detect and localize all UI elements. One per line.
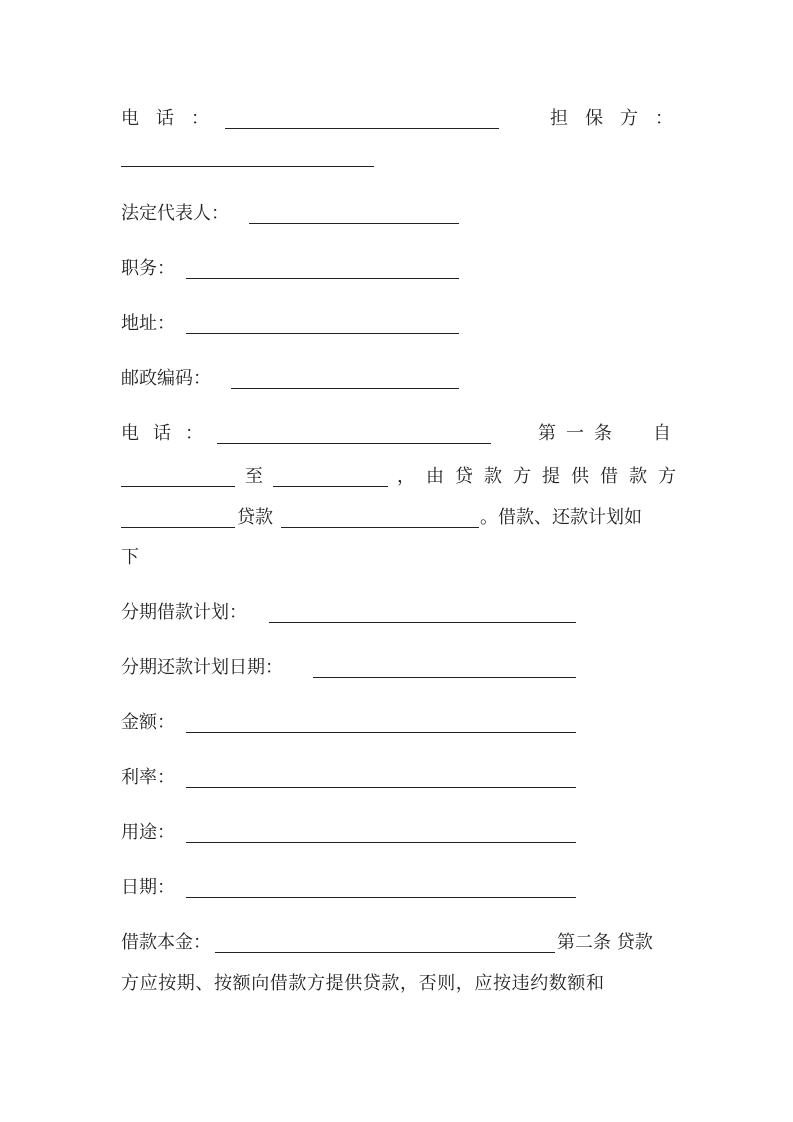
end-date-blank[interactable]: [273, 486, 388, 487]
amount-row: [121, 708, 581, 738]
purpose-row: [121, 818, 581, 848]
article1-heading: 第一条: [538, 423, 622, 444]
article1-loan: 贷款: [237, 507, 273, 528]
rate-blank[interactable]: [186, 787, 576, 788]
article1-line2: [121, 462, 687, 492]
phone-label: 电话：: [121, 108, 226, 129]
address-row: [121, 309, 461, 339]
guarantor-blank[interactable]: [121, 166, 374, 167]
article2-line2-text: 方应按期、按额向借款方提供贷款，否则，应按违约数额和: [121, 973, 605, 994]
article2-start: 第二条 贷款: [557, 932, 653, 953]
address-blank[interactable]: [186, 333, 459, 334]
article1-plan-text-end: 下: [121, 547, 139, 568]
postal-code-row: [121, 364, 461, 394]
borrower-blank[interactable]: [121, 527, 235, 528]
purpose-blank[interactable]: [186, 842, 576, 843]
principal-blank[interactable]: [215, 952, 555, 953]
installment-repay-label: 分期还款计划日期：: [121, 657, 283, 678]
article1-from: 自: [653, 423, 671, 444]
legal-rep-row: [121, 199, 461, 229]
phone-guarantor-row: [121, 104, 690, 134]
phone-blank-2[interactable]: [217, 443, 491, 444]
principal-label: 借款本金：: [121, 932, 211, 953]
date-label: 日期：: [121, 877, 175, 898]
purpose-label: 用途：: [121, 822, 175, 843]
article2-line2: [121, 969, 673, 999]
date-blank[interactable]: [186, 897, 576, 898]
installment-repay-row: [121, 653, 581, 683]
address-label: 地址：: [121, 313, 175, 334]
guarantor-label: 担保方：: [550, 108, 690, 129]
postal-code-blank[interactable]: [231, 388, 459, 389]
phone-label-2: 电话：: [121, 423, 217, 444]
start-date-blank[interactable]: [121, 486, 235, 487]
principal-article2-row: [121, 928, 673, 958]
guarantor-blank-row: [121, 142, 381, 172]
position-blank[interactable]: [186, 278, 459, 279]
phone-article1-row: [121, 419, 673, 449]
position-label: 职务：: [121, 258, 175, 279]
rate-label: 利率：: [121, 767, 175, 788]
phone-blank[interactable]: [225, 128, 499, 129]
postal-code-label: 邮政编码：: [121, 368, 211, 389]
article1-line4: [121, 543, 181, 573]
legal-rep-label: 法定代表人：: [121, 203, 229, 224]
article1-to: 至: [245, 466, 263, 487]
legal-rep-blank[interactable]: [249, 223, 459, 224]
date-row: [121, 873, 581, 903]
article1-provider-text: ，由贷款方提供借款方: [397, 466, 687, 487]
amount-label: 金额：: [121, 712, 175, 733]
rate-row: [121, 763, 581, 793]
amount-blank[interactable]: [186, 732, 576, 733]
article1-plan-text: 。借款、还款计划如: [480, 507, 642, 528]
article1-line3: [121, 503, 673, 533]
installment-repay-blank[interactable]: [313, 677, 576, 678]
installment-loan-row: [121, 598, 581, 628]
loan-amount-blank[interactable]: [281, 527, 479, 528]
installment-loan-blank[interactable]: [269, 622, 576, 623]
installment-loan-label: 分期借款计划：: [121, 602, 247, 623]
position-row: [121, 254, 461, 284]
